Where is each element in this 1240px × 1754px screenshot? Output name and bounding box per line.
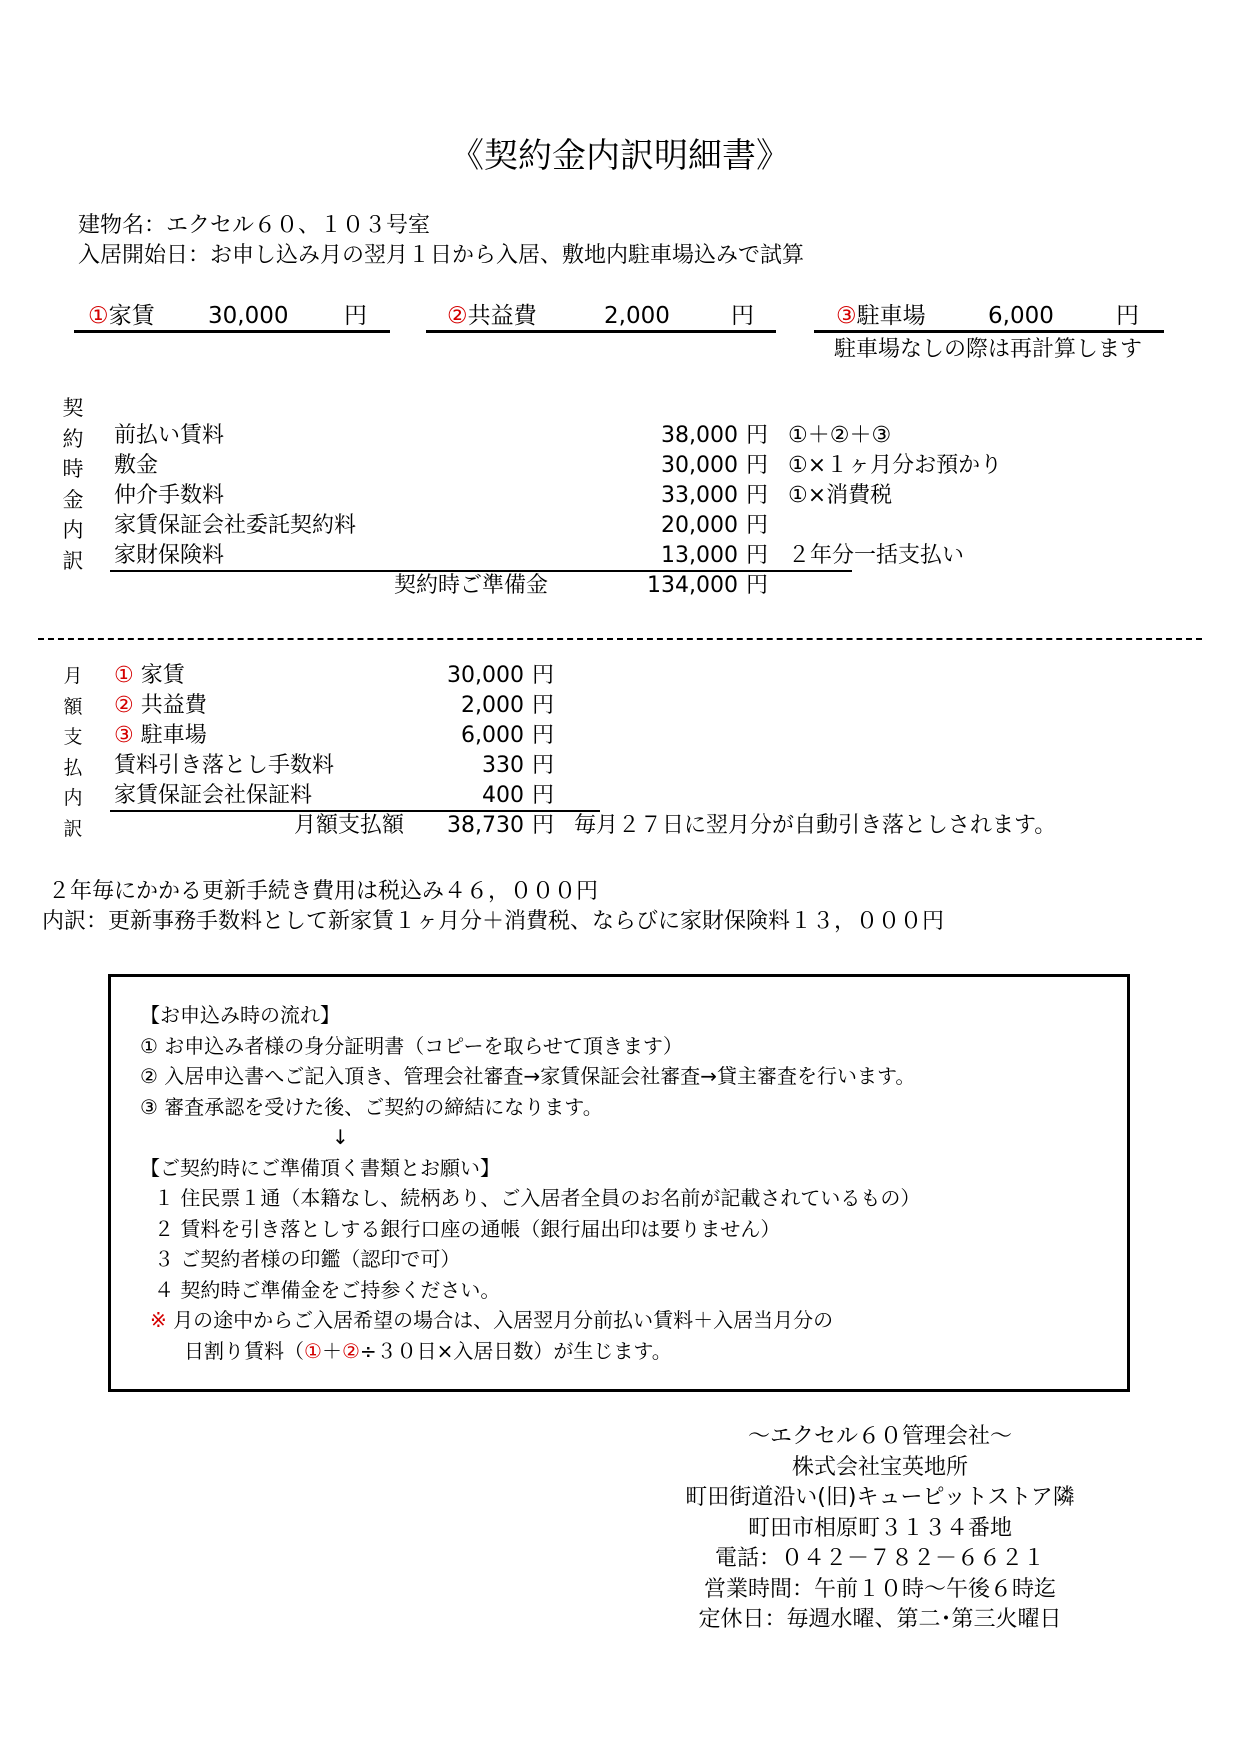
flow-step: ② 入居申込書へご記入頂き、管理会社審査→家賃保証会社審査→貸主審査を行います。 [140, 1064, 916, 1088]
monthly-item-unit: 円 [532, 693, 555, 718]
parking-note: 駐車場なしの際は再計算します [834, 337, 1143, 362]
monthly-item-amount: 6,000 [461, 723, 524, 748]
fee-underline [814, 330, 1164, 333]
monthly-item-amount: 330 [482, 753, 524, 778]
fee-amount: 30,000 [208, 303, 289, 329]
monthly-item-label: 賃料引き落とし手数料 [114, 753, 335, 778]
fee-unit: 円 [731, 303, 754, 329]
monthly-item-amount: 400 [482, 783, 524, 808]
renewal-line2: 内訳：更新事務手数料として新家賃１ヶ月分＋消費税、ならびに家財保険料１３，０００円 [42, 909, 945, 934]
contract-total-amount: 134,000 [647, 573, 738, 598]
monthly-item-unit: 円 [532, 723, 555, 748]
monthly-item-unit: 円 [532, 663, 555, 688]
contract-item-unit: 円 [746, 483, 769, 508]
company-info [680, 1422, 1080, 1636]
fee-underline [74, 330, 390, 333]
contract-item-unit: 円 [746, 423, 769, 448]
section-divider [38, 638, 1202, 640]
flow-step: ① お申込み者様の身分証明書（コピーを取らせて頂きます） [140, 1033, 683, 1058]
fee-mark: ① [88, 303, 109, 329]
contract-item-amount: 30,000 [661, 453, 738, 478]
document-item: ４ 契約時ご準備金をご持参ください。 [154, 1277, 501, 1302]
company-name: 株式会社宝英地所 [791, 1454, 968, 1480]
monthly-item-amount: 30,000 [447, 663, 524, 688]
contract-total-label: 契約時ご準備金 [394, 573, 549, 598]
fee-label: 共益費 [467, 303, 537, 329]
flow-step: ③ 審査承認を受けた後、ご契約の締結になります。 [140, 1094, 603, 1119]
contract-item-unit: 円 [746, 513, 769, 538]
contract-side-label: 契 約 時 金 内 訳 [62, 396, 84, 573]
note-mark: ※ [150, 1308, 167, 1332]
document-item: １ 住民票１通（本籍なし、続柄あり、ご入居者全員のお名前が記載されているもの） [154, 1186, 921, 1210]
monthly-total-label: 月額支払額 [294, 813, 405, 838]
flow-heading: 【お申込み時の流れ】 [140, 1003, 340, 1027]
fee-unit: 円 [1116, 303, 1139, 329]
note-line: ※ 月の途中からご入居希望の場合は、入居翌月分前払い賃料＋入居当月分の [150, 1308, 834, 1332]
monthly-item-unit: 円 [532, 753, 555, 778]
fee-common [447, 301, 537, 331]
contract-item-note: ２年分一括支払い [788, 543, 965, 568]
company-hours: 営業時間：午前１０時～午後６時迄 [703, 1576, 1056, 1602]
contract-item-label: 仲介手数料 [114, 483, 225, 508]
contract-item-label: 前払い賃料 [114, 423, 225, 448]
monthly-item: ① 家賃 [114, 663, 185, 688]
contract-item-note: ①＋②＋③ [788, 423, 892, 448]
flow-arrow: ↓ [332, 1125, 349, 1149]
contract-item-label: 家財保険料 [114, 543, 225, 568]
fee-amount: 6,000 [988, 303, 1054, 329]
contract-item-unit: 円 [746, 453, 769, 478]
monthly-total-note: 毎月２７日に翌月分が自動引き落としされます。 [574, 813, 1057, 838]
monthly-item-unit: 円 [532, 783, 555, 808]
monthly-item-label: 家賃保証会社保証料 [114, 783, 313, 808]
contract-item-note: ①×消費税 [788, 483, 893, 508]
note-line: 日割り賃料（①＋②÷３０日×入居日数）が生じます。 [184, 1338, 672, 1363]
company-phone: 電話：０４２－７８２－６６２１ [714, 1546, 1045, 1571]
fee-label: 家賃 [108, 303, 155, 329]
contract-item-amount: 13,000 [661, 543, 738, 568]
move-in-note: 入居開始日：お申し込み月の翌月１日から入居、敷地内駐車場込みで試算 [78, 243, 805, 268]
fee-rent [88, 301, 155, 331]
contract-item-label: 敷金 [114, 453, 159, 478]
document-item: ３ ご契約者様の印鑑（認印で可） [154, 1247, 461, 1271]
fee-parking [836, 301, 926, 331]
fee-amount: 2,000 [604, 303, 670, 329]
monthly-item: ③ 駐車場 [114, 723, 207, 748]
fee-label: 駐車場 [856, 303, 926, 329]
renewal-line1: ２年毎にかかる更新手続き費用は税込み４６，０００円 [48, 879, 599, 904]
fee-mark: ② [447, 303, 468, 329]
contract-total-unit: 円 [746, 573, 769, 598]
contract-item-label: 家賃保証会社委託契約料 [114, 513, 357, 538]
company-address: 町田市相原町３１３４番地 [747, 1515, 1012, 1541]
flow-box-content [140, 1000, 920, 1366]
fee-underline [426, 330, 776, 333]
monthly-total-amount: 38,730 [447, 813, 524, 838]
contract-item-amount: 33,000 [661, 483, 738, 508]
building-name: 建物名：エクセル６０、１０３号室 [78, 213, 431, 238]
company-line: ～エクセル６０管理会社～ [747, 1424, 1012, 1449]
contract-item-amount: 38,000 [661, 423, 738, 448]
documents-heading: 【ご契約時にご準備頂く書類とお願い】 [140, 1155, 500, 1180]
contract-item-note: ①×１ヶ月分お預かり [788, 453, 1003, 478]
company-holidays: 定休日：毎週水曜、第二･第三火曜日 [698, 1607, 1062, 1632]
page-title: 《契約金内訳明細書》 [450, 136, 790, 176]
monthly-item: ② 共益費 [114, 693, 207, 718]
fee-mark: ③ [836, 303, 857, 329]
monthly-side-label: 月 額 支 払 内 訳 [63, 665, 83, 840]
contract-item-unit: 円 [746, 543, 769, 568]
monthly-total-unit: 円 [532, 813, 555, 838]
fee-unit: 円 [344, 303, 367, 329]
company-line: 町田街道沿い(旧)キューピットストア隣 [685, 1485, 1075, 1510]
monthly-item-amount: 2,000 [461, 693, 524, 718]
contract-item-amount: 20,000 [661, 513, 738, 538]
document-item: ２ 賃料を引き落としする銀行口座の通帳（銀行届出印は要りません） [154, 1216, 781, 1241]
